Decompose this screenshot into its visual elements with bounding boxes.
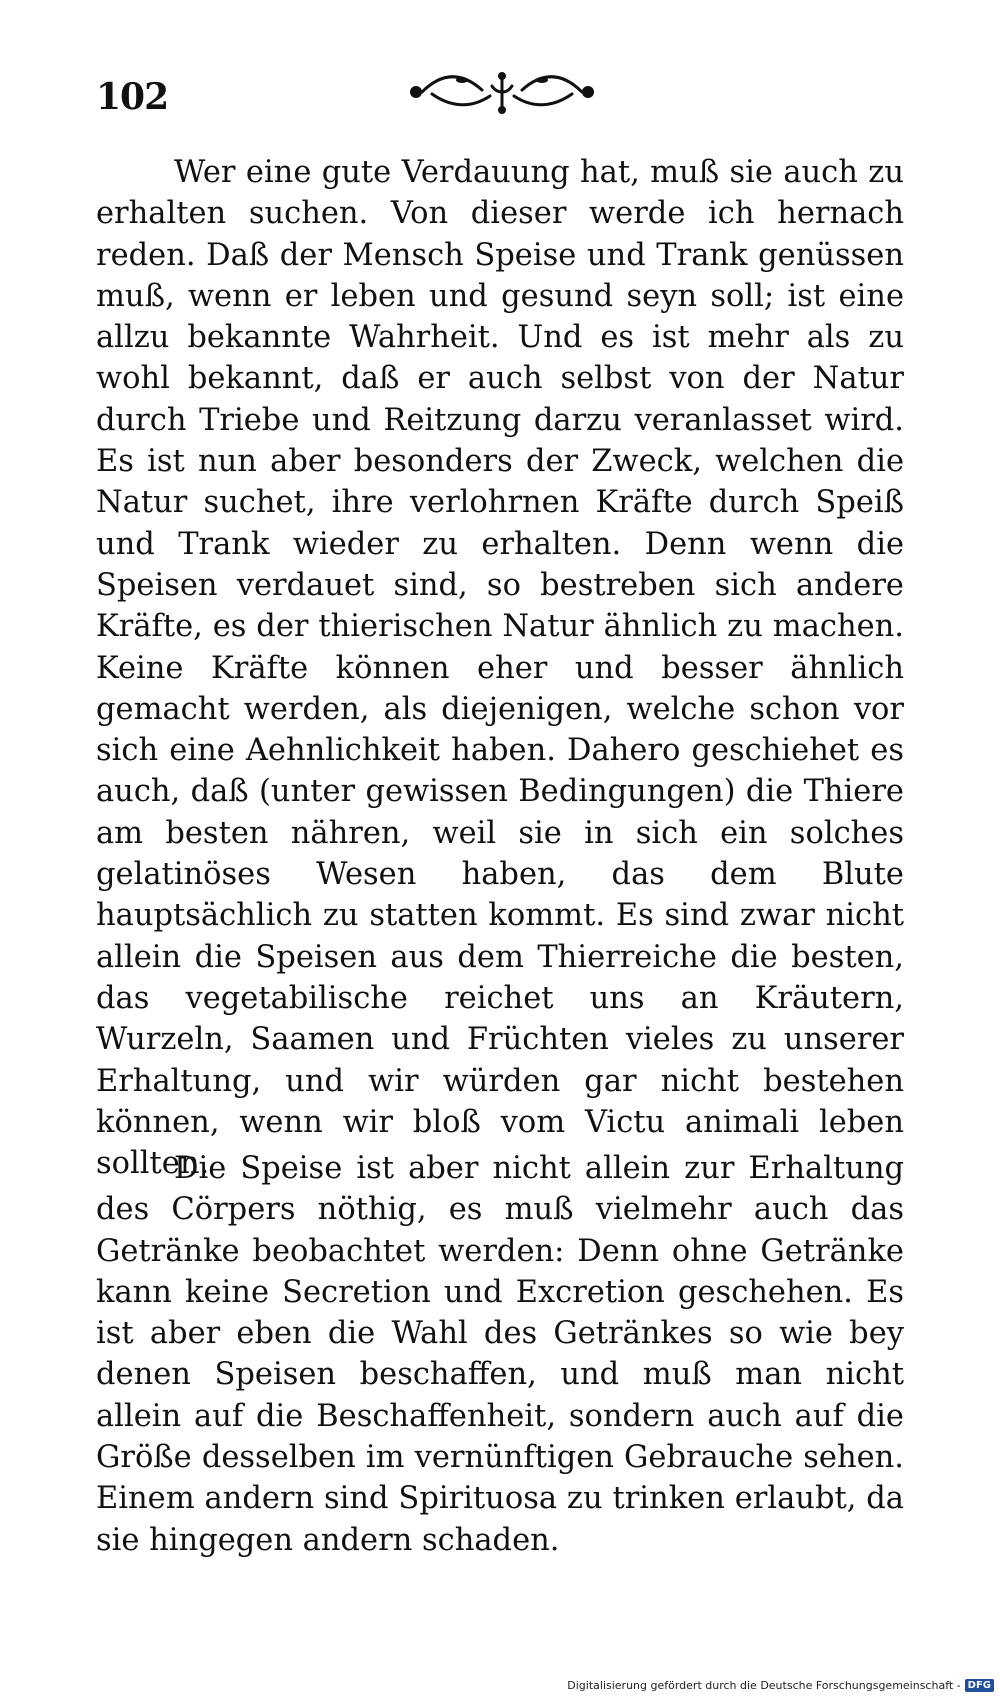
footer-credit-text: Digitalisierung gefördert durch die Deutsche Forschungsgemeinschaft -	[567, 1679, 961, 1692]
floral-vignette-icon	[402, 64, 602, 120]
paragraph-block-2	[96, 1148, 904, 1561]
paragraph-1: Wer eine gute Verdauung hat, muß sie auch zu erhalten suchen. Von dieser werde ich hernach reden. Daß der Mensch Speise und Trank genüssen muß, wenn er leben und gesund seyn soll; ist eine allzu bekannte Wahrheit. Und es ist mehr als zu wohl bekannt, daß er auch selbst von der Natur durch Triebe und Reitzung darzu veranlasset wird. Es ist nun aber besonders der Zweck, welchen die Natur suchet, ihre verlohrnen Kräfte durch Speiß und Trank wieder zu erhalten. Denn wenn die Speisen verdauet sind, so bestreben sich andere Kräfte, es der thierischen Natur ähnlich zu machen. Keine Kräfte können eher und besser ähnlich gemacht werden, als diejenigen, welche schon vor sich eine Aehnlichkeit haben. Dahero geschiehet es auch, daß (unter gewissen Bedingungen) die Thiere am besten nähren, weil sie in sich ein solches gelatinöses Wesen haben, das dem Blute hauptsächlich zu statten kommt. Es sind zwar nicht allein die Speisen aus dem Thierreiche die besten, das vegetabilische reichet uns an Kräutern, Wurzeln, Saamen und Früchten vieles zu unserer Erhaltung, und wir würden gar nicht bestehen können, wenn wir bloß vom Victu animali leben sollten.	[96, 155, 904, 1182]
paragraph-2: Die Speise ist aber nicht allein zur Erhaltung des Cörpers nöthig, es muß vielmehr auch das Getränke beobachtet werden: Denn ohne Getränke kann keine Secretion und Excretion geschehen. Es ist aber eben die Wahl des Getränkes so wie bey denen Speisen beschaffen, und muß man nicht allein auf die Beschaffenheit, sondern auch auf die Größe desselben im vernünftigen Gebrauche sehen. Einem andern sind Spirituosa zu trinken erlaubt, da sie hingegen andern schaden.	[96, 1151, 904, 1558]
paragraph-block-1	[96, 152, 904, 1184]
footer-credit	[567, 1679, 994, 1692]
page-number: 102	[96, 76, 169, 118]
dfg-logo: DFG	[965, 1679, 994, 1692]
